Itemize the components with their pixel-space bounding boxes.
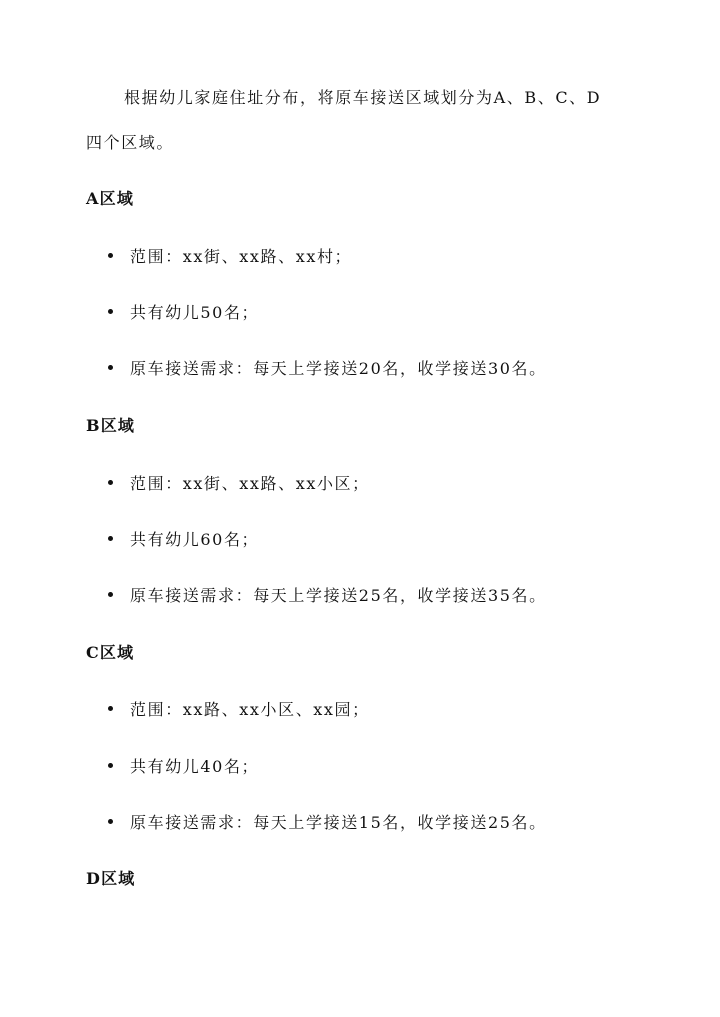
bullet-icon [108, 763, 113, 768]
list-item-text: 原车接送需求：每天上学接送15名，收学接送25名。 [130, 813, 547, 832]
list-item [108, 303, 259, 323]
list-item-text: 范围：xx路、xx小区、xx园； [130, 700, 370, 719]
list-item [108, 474, 370, 494]
list-item [108, 700, 370, 720]
bullet-icon [108, 253, 113, 258]
section-heading-d: D区域 [86, 869, 136, 888]
section-heading-b: B区域 [86, 416, 136, 435]
bullet-icon [108, 706, 113, 711]
section-heading-c: C区域 [86, 643, 135, 662]
list-item-text: 共有幼儿40名； [130, 757, 260, 776]
list-item-text: 共有幼儿60名； [130, 530, 260, 549]
intro-paragraph-line-2: 四个区域。 [86, 133, 175, 152]
intro-paragraph-line-1: 根据幼儿家庭住址分布，将原车接送区域划分为A、B、C、D [124, 88, 602, 107]
bullet-icon [108, 536, 113, 541]
list-item [108, 530, 259, 550]
list-item-text: 范围：xx街、xx路、xx村； [130, 247, 353, 266]
bullet-icon [108, 480, 113, 485]
list-item-text: 原车接送需求：每天上学接送25名，收学接送35名。 [130, 586, 547, 605]
bullet-icon [108, 592, 113, 597]
list-item [108, 813, 547, 833]
list-item-text: 范围：xx街、xx路、xx小区； [130, 474, 370, 493]
list-item [108, 359, 547, 379]
section-heading-a: A区域 [86, 189, 135, 208]
list-item [108, 586, 547, 606]
list-item-text: 原车接送需求：每天上学接送20名，收学接送30名。 [130, 359, 547, 378]
list-item [108, 757, 259, 777]
bullet-icon [108, 309, 113, 314]
bullet-icon [108, 819, 113, 824]
bullet-icon [108, 365, 113, 370]
list-item-text: 共有幼儿50名； [130, 303, 260, 322]
list-item [108, 247, 352, 267]
